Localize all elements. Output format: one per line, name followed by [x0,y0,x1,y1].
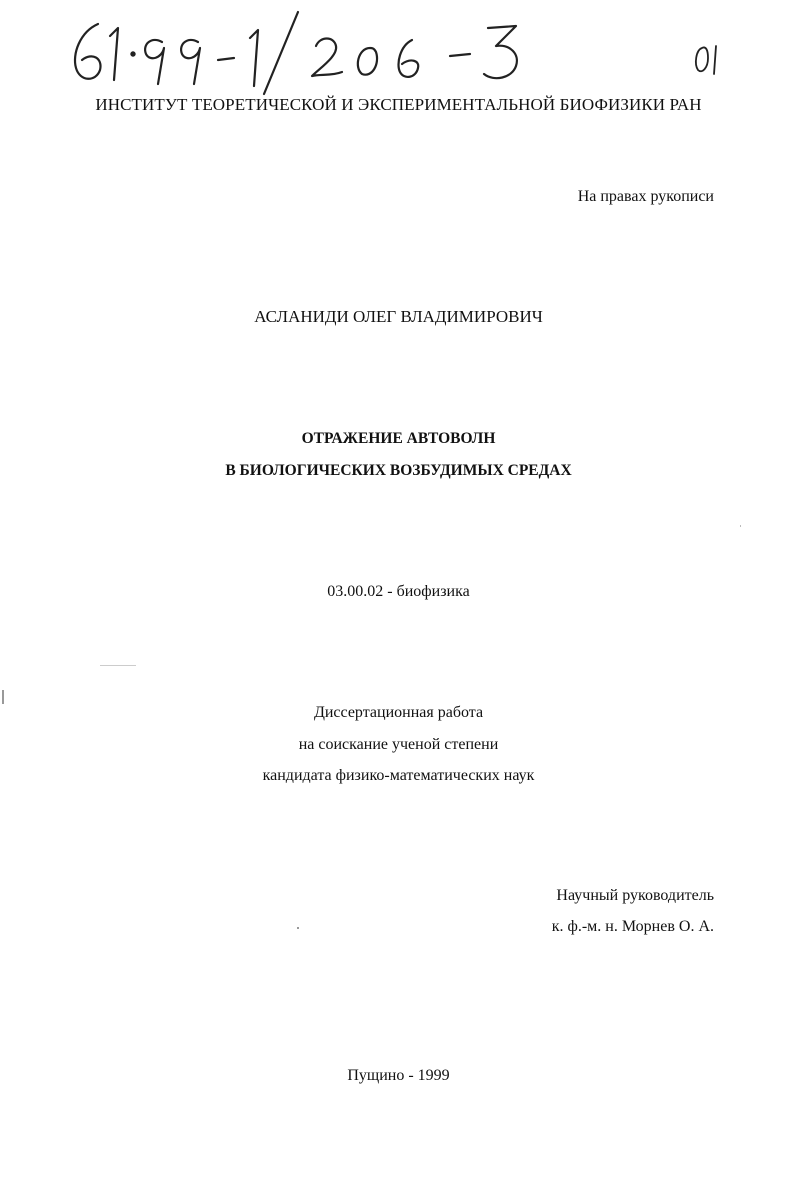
specialty-code: 03.00.02 - биофизика [327,583,470,600]
advisor-name: к. ф.-м. н. Морнев О. А. [551,918,714,935]
handwritten-corner-mark [690,34,730,84]
dissertation-line-3: кандидата физико-математических наук [262,767,535,784]
author-name: АСЛАНИДИ ОЛЕГ ВЛАДИМИРОВИЧ [254,307,543,326]
scan-speck [100,665,136,666]
title-line-1: ОТРАЖЕНИЕ АВТОВОЛН [301,430,496,447]
scan-speck [2,690,4,704]
place-and-year: Пущино - 1999 [347,1067,450,1084]
scan-speck [297,927,299,929]
advisor-label: Научный руководитель [556,887,714,904]
dissertation-line-2: на соискание ученой степени [298,736,499,753]
dissertation-line-1: Диссертационная работа [313,704,484,721]
institute-name: ИНСТИТУТ ТЕОРЕТИЧЕСКОЙ И ЭКСПЕРИМЕНТАЛЬНОЙ БИОФИЗИКИ РАН [95,95,702,114]
rights-notice: На правах рукописи [577,188,714,205]
scan-speck [740,525,741,527]
title-line-2: В БИОЛОГИЧЕСКИХ ВОЗБУДИМЫХ СРЕДАХ [225,462,572,479]
handwritten-call-number [58,2,578,97]
